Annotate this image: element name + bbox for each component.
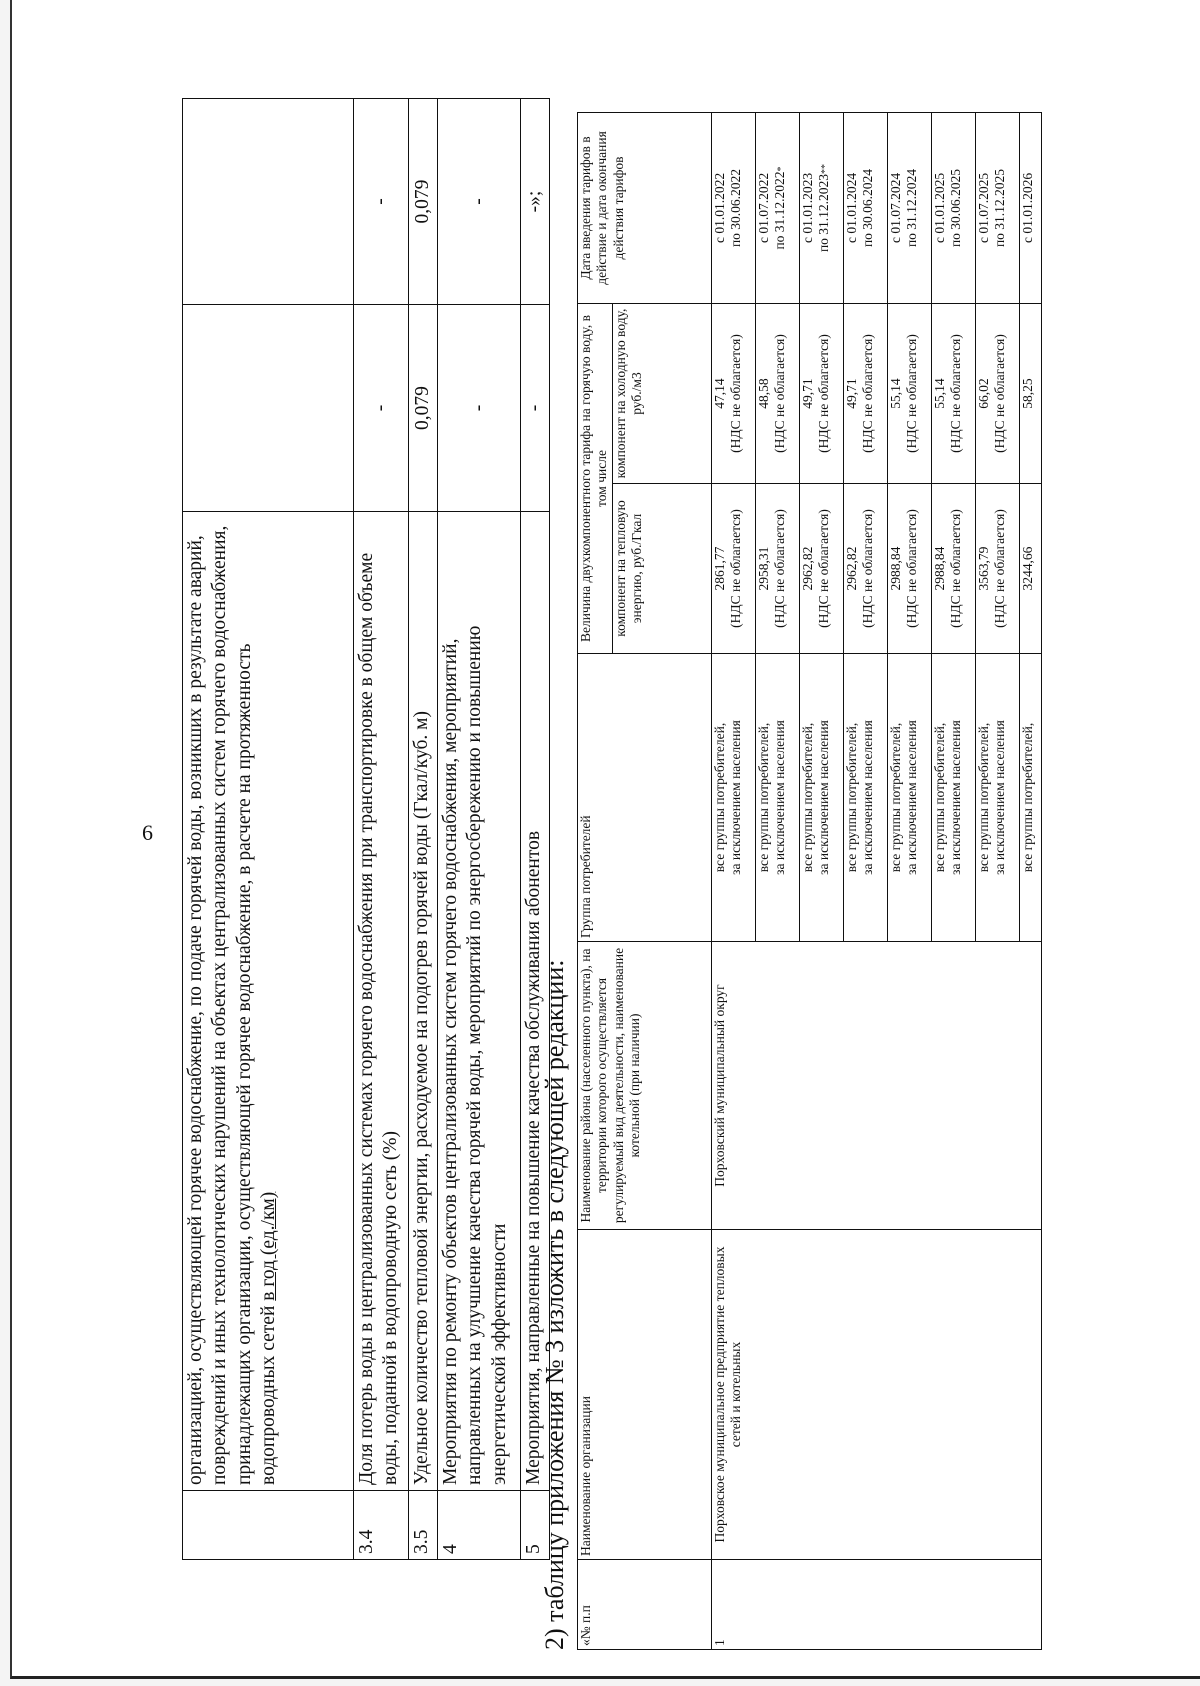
value-cell: - xyxy=(521,305,550,512)
entry-number: 1 xyxy=(712,1560,1042,1650)
tariff-table xyxy=(577,112,1042,1650)
table-row xyxy=(183,99,354,1560)
header-org: Наименование организации xyxy=(578,1230,712,1560)
header-cold: компонент на холодную воду, руб./м3 xyxy=(613,303,712,483)
row-text: Доля потерь воды в централизованных системах горячего водоснабжения при транспортировке в общем объеме воды, поданной в водопроводную сеть (%) xyxy=(354,512,409,1491)
row-text: Удельное количество тепловой энергии, расходуемое на подогрев горячей воды (Гкал/куб. м) xyxy=(409,512,438,1491)
value-cell xyxy=(183,99,354,305)
section-heading: 2) таблицу приложения № 3 изложить в следующей редакции: xyxy=(540,959,569,1650)
table-row xyxy=(438,99,521,1560)
document-page xyxy=(10,0,1200,1679)
table-header-row xyxy=(578,112,613,1649)
group-cell: все группы потребителей, за исключением населения xyxy=(976,654,1020,942)
table-row xyxy=(354,99,409,1560)
dates-cell: с 01.01.2022 по 30.06.2022 xyxy=(712,112,756,303)
row-number: 4 xyxy=(438,1491,521,1560)
value-cell: - xyxy=(438,305,521,512)
group-cell: все группы потребителей, за исключением населения xyxy=(888,654,932,942)
heat-cell: 3244,66 xyxy=(1020,484,1042,654)
value-cell: -»; xyxy=(521,99,550,305)
group-cell: все группы потребителей, за исключением населения xyxy=(844,654,888,942)
value-cell xyxy=(183,305,354,512)
value-cell: - xyxy=(438,99,521,305)
row-text: Мероприятия по ремонту объектов централизованных систем горячего водоснабжения, мероприятий, направленных на улучшение качества горячей воды, мероприятий по энергосбережению и повышению энергетической эффективности xyxy=(438,512,521,1491)
value-cell: - xyxy=(354,99,409,305)
cold-cell: 47,14 (НДС не облагается) xyxy=(712,303,756,483)
dates-cell: с 01.01.2026 xyxy=(1020,112,1042,303)
indicators-table xyxy=(182,98,550,1560)
group-cell: все группы потребителей, за исключением населения xyxy=(712,654,756,942)
dates-cell: с 01.01.2024 по 30.06.2024 xyxy=(844,112,888,303)
group-cell: все группы потребителей, за исключением населения xyxy=(932,654,976,942)
cold-cell: 58,25 xyxy=(1020,303,1042,483)
entry-district: Порховский муниципальный округ xyxy=(712,942,1042,1230)
group-cell: все группы потребителей, xyxy=(1020,654,1042,942)
group-cell: все группы потребителей, за исключением населения xyxy=(800,654,844,942)
page-number: 6 xyxy=(142,820,153,845)
header-tariff: Величина двухкомпонентного тарифа на горячую воду, в том числе xyxy=(578,303,613,653)
table-row xyxy=(712,112,756,1649)
value-cell: 0,079 xyxy=(409,99,438,305)
cold-cell: 49,71 (НДС не облагается) xyxy=(844,303,888,483)
dates-cell: с 01.01.2023 по 31.12.2023** xyxy=(800,112,844,303)
header-heat: компонент на тепловую энергию, руб./Гкал xyxy=(613,484,712,654)
heat-cell: 2958,31 (НДС не облагается) xyxy=(756,484,800,654)
entry-organization: Порховское муниципальное предприятие тепловых сетей и котельных xyxy=(712,1230,1042,1560)
cold-cell: 55,14 (НДС не облагается) xyxy=(932,303,976,483)
row-text-underlined: в год (ед./км) xyxy=(258,1191,280,1301)
heat-cell: 3563,79 (НДС не облагается) xyxy=(976,484,1020,654)
cold-cell: 66,02 (НДС не облагается) xyxy=(976,303,1020,483)
dates-cell: с 01.07.2024 по 31.12.2024 xyxy=(888,112,932,303)
row-number: 3.4 xyxy=(354,1491,409,1560)
heat-cell: 2988,84 (НДС не облагается) xyxy=(888,484,932,654)
heat-cell: 2962,82 (НДС не облагается) xyxy=(800,484,844,654)
header-district: Наименование района (населенного пункта), на территории которого осуществляется регулируемый вид деятельности, наименование котельной (при наличии) xyxy=(578,942,712,1230)
header-group: Группа потребителей xyxy=(578,654,712,942)
row-number: 5 xyxy=(521,1491,550,1560)
cold-cell: 55,14 (НДС не облагается) xyxy=(888,303,932,483)
header-dates: Дата введения тарифов в действие и дата окончания действия тарифов xyxy=(578,112,712,303)
row-text: организацией, осуществляющей горячее водоснабжение, по подаче горячей воды, возникших в результате аварий, повреждений и иных технологических нарушений на объектах централизованных систем горячего водоснабжения, принадлежащих организации, осуществляющей горячее водоснабжение, в расчете на протяженность водопроводных сетей в год (ед./км) xyxy=(183,512,354,1491)
row-number: 3.5 xyxy=(409,1491,438,1560)
header-num: «№ п.п xyxy=(578,1560,712,1650)
cold-cell: 49,71 (НДС не облагается) xyxy=(800,303,844,483)
value-cell: 0,079 xyxy=(409,305,438,512)
dates-cell: с 01.07.2025 по 31.12.2025 xyxy=(976,112,1020,303)
dates-cell: с 01.07.2022 по 31.12.2022* xyxy=(756,112,800,303)
row-number xyxy=(183,1491,354,1560)
group-cell: все группы потребителей, за исключением населения xyxy=(756,654,800,942)
value-cell: - xyxy=(354,305,409,512)
cold-cell: 48,58 (НДС не облагается) xyxy=(756,303,800,483)
row-text: Мероприятия, направленные на повышение качества обслуживания абонентов xyxy=(521,512,550,1491)
heat-cell: 2861,77 (НДС не облагается) xyxy=(712,484,756,654)
heat-cell: 2962,82 (НДС не облагается) xyxy=(844,484,888,654)
heat-cell: 2988,84 (НДС не облагается) xyxy=(932,484,976,654)
dates-cell: с 01.01.2025 по 30.06.2025 xyxy=(932,112,976,303)
table-row xyxy=(409,99,438,1560)
